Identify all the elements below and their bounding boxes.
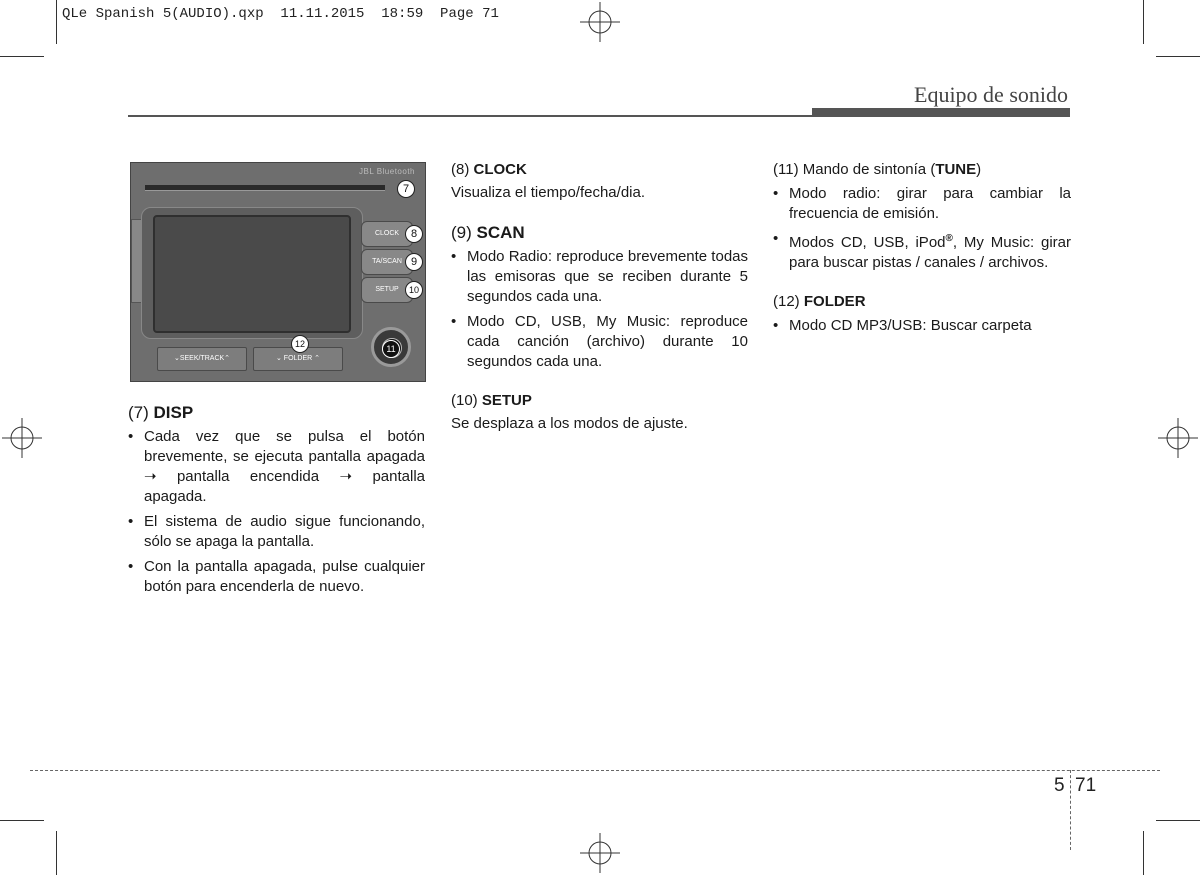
header-rule [128,115,1070,117]
folder-button: ⌄ FOLDER ⌃ [253,347,343,371]
page-number-divider [1070,770,1071,850]
crop-mark [1156,820,1200,821]
list-item: • El sistema de audio sigue funcionando, sólo se apaga la pantalla. [128,512,425,552]
setup-description: Se desplaza a los modos de ajuste. [451,415,688,432]
disp-list [128,427,425,597]
clock-number: (8) [451,161,470,178]
list-item: • Cada vez que se pulsa el botón brevemente, se ejecuta pantalla apagada ➝ pantalla encendida ➝ pantalla apagada. [128,427,425,507]
crop-mark [1156,56,1200,57]
footer-rule [30,770,1160,771]
chapter-number: 5 [1054,775,1065,796]
ipod-text: Modos CD, USB, iPod [789,234,946,251]
ipod-text-rest: , My Music: girar para buscar pistas / canales / archivos. [789,234,1071,271]
clock-description: Visualiza el tiempo/fecha/dia. [451,184,646,201]
section-title: Equipo de sonido [914,82,1068,107]
page-number: 71 [1075,775,1097,796]
list-item: • Con la pantalla apagada, pulse cualquier botón para encenderla de nuevo. [128,557,425,597]
tune-name: TUNE [935,161,977,178]
registration-mark-icon [580,833,620,873]
tune-prefix: (11) Mando de sintonía ( [773,161,936,178]
clock-name: CLOCK [473,161,527,178]
brand-label: JBL Bluetooth [358,167,415,176]
crop-mark [1143,0,1144,44]
folder-list [773,316,1071,336]
list-item: • Modo radio: girar para cambiar la frecuencia de emisión. [773,184,1071,224]
callout-12: 12 [291,335,309,353]
folder-name: FOLDER [803,293,866,310]
tune-heading [773,160,1071,180]
spacer [451,203,748,223]
list-item: • Modo CD MP3/USB: Buscar carpeta [773,316,1071,336]
display-screen [153,215,351,333]
crop-mark [56,0,57,44]
list-item: • Modo Radio: reproduce brevemente todas las emisoras que se reciben durante 5 segundos cada una. [451,247,748,307]
spacer [451,377,748,391]
column-3 [773,160,1071,341]
disp-number: (7) [128,403,149,422]
callout-10: 10 [405,281,423,299]
registered-mark: ® [945,233,953,244]
tascan-button: TA/SCAN [361,249,413,275]
seek-track-button: ⌄SEEK/TRACK⌃ [157,347,247,371]
registration-mark-icon [580,2,620,42]
clock-button: CLOCK [361,221,413,247]
crop-mark [0,820,44,821]
setup-name: SETUP [481,392,532,409]
audio-unit-illustration [130,162,426,382]
crop-mark [56,831,57,875]
crop-mark [0,56,44,57]
callout-11: 11 [382,340,400,358]
registration-mark-icon [2,418,42,458]
folder-heading [773,292,1071,312]
setup-heading [451,391,748,411]
print-slug: QLe Spanish 5(AUDIO).qxp 11.11.2015 18:59 Page 71 [62,6,499,22]
list-item: • Modo CD, USB, My Music: reproduce cada canción (archivo) durante 10 segundos cada una. [451,312,748,372]
scan-name: SCAN [476,223,525,242]
crop-mark [1143,831,1144,875]
disp-name: DISP [153,403,194,422]
column-1 [128,403,425,602]
folder-number: (12) [773,293,800,310]
setup-button: SETUP [361,277,413,303]
disp-heading [128,403,425,423]
scan-number: (9) [451,223,472,242]
column-2 [451,160,748,434]
scan-heading [451,223,748,243]
list-item [773,229,1071,273]
clock-heading [451,160,748,180]
tune-suffix: ) [976,161,982,178]
scan-list [451,247,748,372]
spacer [773,278,1071,292]
tune-list [773,184,1071,273]
cd-slot [145,185,385,191]
callout-7: 7 [397,180,415,198]
callout-9: 9 [405,253,423,271]
registration-mark-icon [1158,418,1198,458]
setup-number: (10) [451,392,478,409]
callout-8: 8 [405,225,423,243]
